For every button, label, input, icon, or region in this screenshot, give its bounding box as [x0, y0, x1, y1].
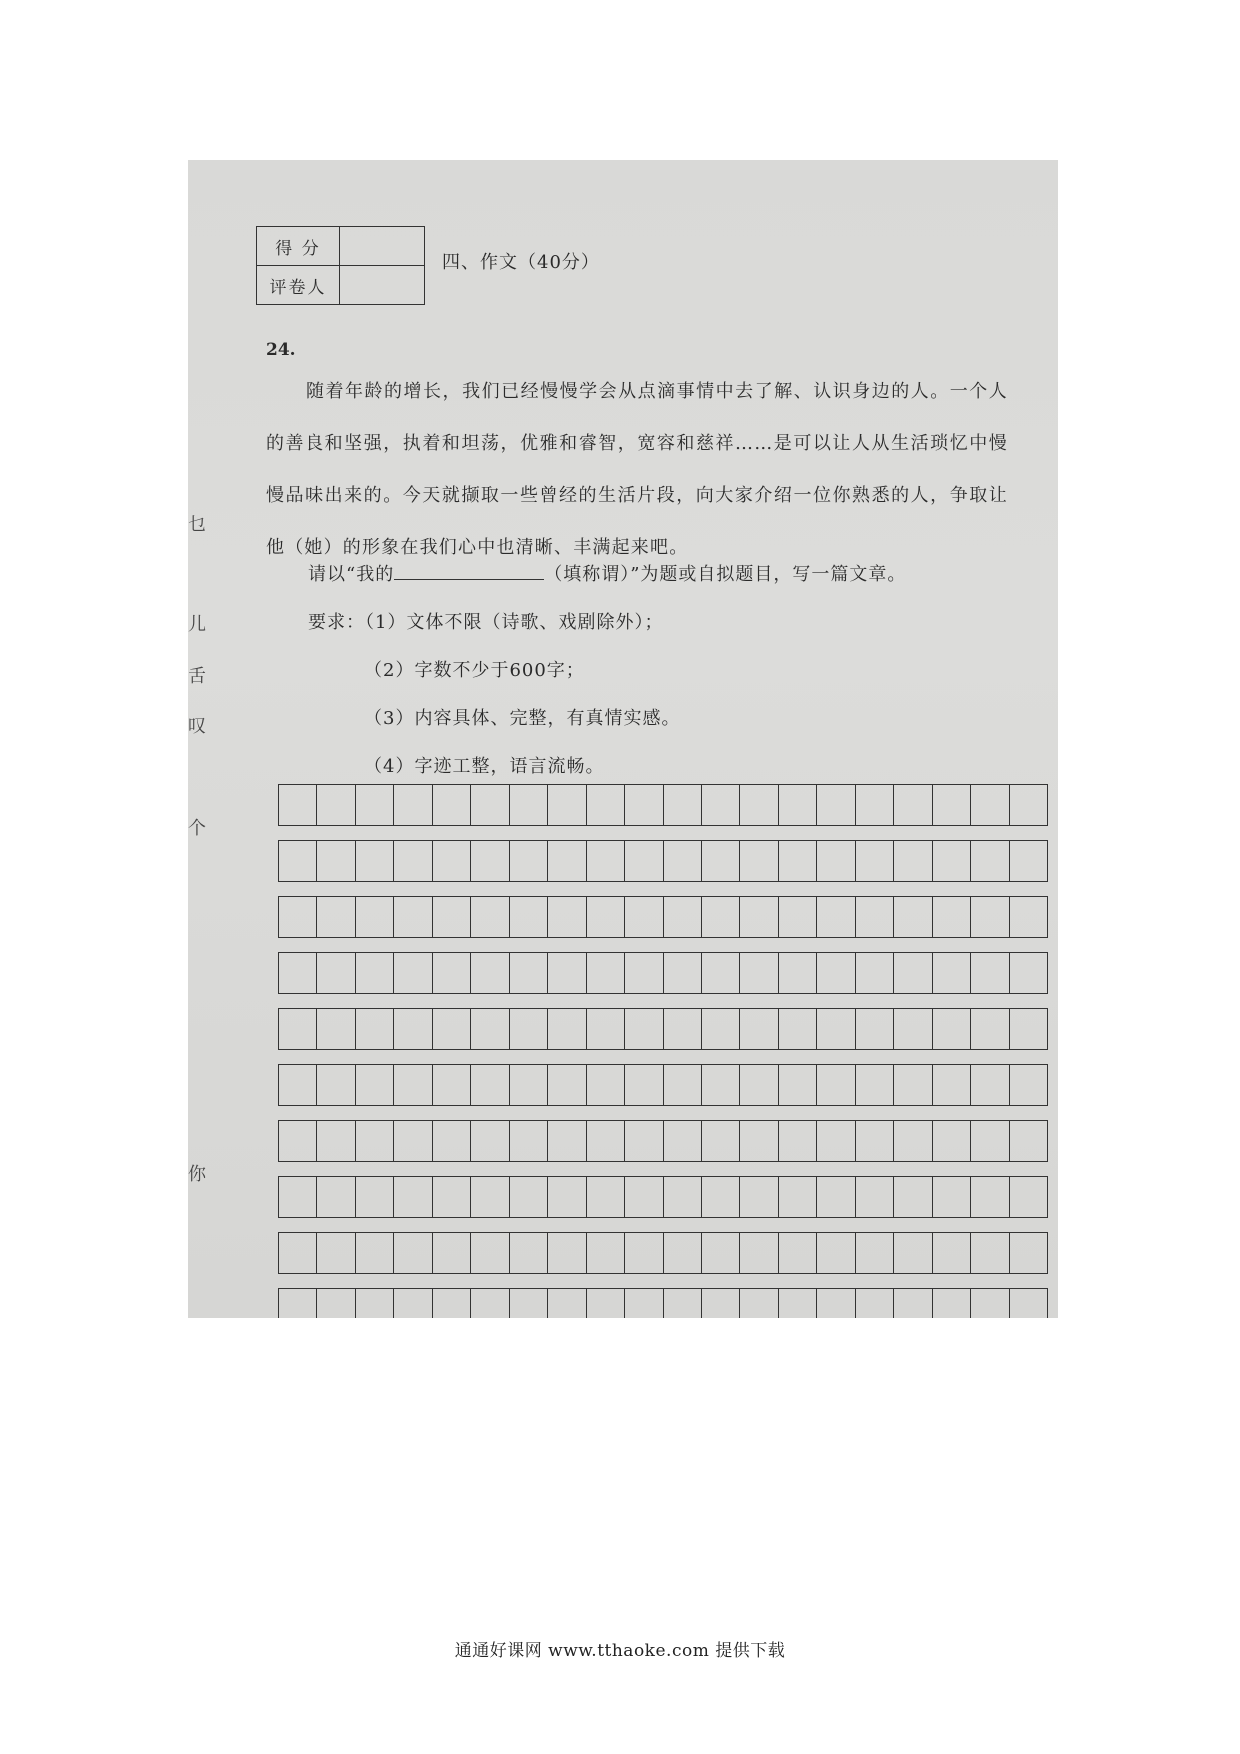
grid-cell	[317, 1065, 355, 1105]
grid-cell	[356, 841, 394, 881]
grid-cell	[1010, 1121, 1047, 1161]
grid-cell	[702, 1177, 740, 1217]
grid-cell	[894, 1233, 932, 1273]
grid-cell	[740, 841, 778, 881]
grid-cell	[856, 1289, 894, 1318]
score-table	[256, 226, 425, 305]
grid-cell	[933, 1065, 971, 1105]
grid-cell	[779, 1289, 817, 1318]
footer-credit: 通通好课网 www.tthaoke.com 提供下载	[454, 1641, 786, 1661]
grid-cell	[625, 841, 663, 881]
grid-cell	[587, 1289, 625, 1318]
grid-cell	[894, 841, 932, 881]
grid-cell	[933, 785, 971, 825]
grid-cell	[317, 1289, 355, 1318]
title-blank	[394, 563, 544, 580]
grid-cell	[356, 1121, 394, 1161]
grid-cell	[394, 1233, 432, 1273]
grid-cell	[625, 1065, 663, 1105]
grid-cell	[317, 785, 355, 825]
grid-cell	[471, 953, 509, 993]
grid-cell	[471, 1177, 509, 1217]
margin-char: 你	[188, 1164, 206, 1185]
grid-cell	[587, 897, 625, 937]
grid-cell	[587, 841, 625, 881]
grid-cell	[471, 1121, 509, 1161]
grid-cell	[471, 1009, 509, 1049]
grid-cell	[625, 785, 663, 825]
title-instruction	[308, 560, 906, 586]
grid-cell	[894, 953, 932, 993]
grid-cell	[894, 1065, 932, 1105]
grid-cell	[433, 1177, 471, 1217]
grid-cell	[1010, 1065, 1047, 1105]
grid-cell	[856, 897, 894, 937]
grid-cell	[394, 1009, 432, 1049]
grid-cell	[587, 785, 625, 825]
grid-cell	[356, 1065, 394, 1105]
grid-cell	[856, 953, 894, 993]
grid-cell	[1010, 785, 1047, 825]
grid-cell	[664, 1121, 702, 1161]
grid-cell	[971, 1233, 1009, 1273]
grid-cell	[894, 785, 932, 825]
grid-cell	[394, 897, 432, 937]
grid-cell	[817, 1121, 855, 1161]
question-number: 24.	[266, 340, 296, 360]
grid-cell	[779, 953, 817, 993]
grid-cell	[664, 841, 702, 881]
grid-cell	[510, 1289, 548, 1318]
grid-cell	[817, 841, 855, 881]
grid-cell	[548, 897, 586, 937]
grid-cell	[856, 785, 894, 825]
grid-cell	[971, 953, 1009, 993]
grid-cell	[394, 785, 432, 825]
grid-cell	[856, 1233, 894, 1273]
grid-cell	[510, 1177, 548, 1217]
grid-cell	[894, 1121, 932, 1161]
grid-cell	[317, 1233, 355, 1273]
grid-cell	[971, 841, 1009, 881]
grid-cell	[471, 785, 509, 825]
grid-cell	[356, 1233, 394, 1273]
grid-cell	[664, 1289, 702, 1318]
grid-cell	[279, 1177, 317, 1217]
grid-cell	[317, 953, 355, 993]
grid-cell	[433, 1009, 471, 1049]
grid-cell	[356, 897, 394, 937]
grid-cell	[1010, 953, 1047, 993]
grid-cell	[471, 1065, 509, 1105]
grid-cell	[779, 897, 817, 937]
grid-cell	[817, 1009, 855, 1049]
grid-cell	[779, 841, 817, 881]
grader-field	[340, 266, 425, 305]
grid-cell	[510, 1121, 548, 1161]
grid-row	[278, 952, 1048, 994]
grid-cell	[740, 785, 778, 825]
grid-cell	[702, 897, 740, 937]
grid-cell	[356, 1289, 394, 1318]
grid-cell	[587, 1177, 625, 1217]
grid-cell	[702, 785, 740, 825]
grid-cell	[702, 1009, 740, 1049]
grid-cell	[587, 1009, 625, 1049]
grid-cell	[740, 1289, 778, 1318]
title-instruction-after: （填称谓）”为题或自拟题目，写一篇文章。	[544, 564, 907, 585]
grid-cell	[471, 841, 509, 881]
grid-row	[278, 896, 1048, 938]
grid-cell	[394, 1065, 432, 1105]
grid-cell	[317, 1121, 355, 1161]
grid-cell	[702, 1233, 740, 1273]
margin-char: 个	[188, 818, 206, 839]
grid-cell	[394, 1289, 432, 1318]
grid-cell	[817, 1065, 855, 1105]
grid-cell	[1010, 1233, 1047, 1273]
grid-cell	[356, 785, 394, 825]
grid-cell	[510, 1233, 548, 1273]
grid-cell	[971, 1121, 1009, 1161]
grid-cell	[510, 953, 548, 993]
margin-char: 乜	[188, 514, 206, 535]
grid-row	[278, 1288, 1048, 1318]
grid-cell	[279, 1009, 317, 1049]
grid-cell	[740, 1009, 778, 1049]
writing-grid	[278, 784, 1048, 1318]
grid-cell	[279, 1289, 317, 1318]
grid-cell	[664, 1009, 702, 1049]
grid-cell	[817, 1233, 855, 1273]
grid-cell	[471, 1289, 509, 1318]
grid-cell	[433, 953, 471, 993]
grid-cell	[625, 1289, 663, 1318]
grid-cell	[664, 785, 702, 825]
grid-cell	[548, 785, 586, 825]
grid-cell	[779, 785, 817, 825]
grid-cell	[702, 1065, 740, 1105]
grid-cell	[971, 1065, 1009, 1105]
grid-cell	[587, 1233, 625, 1273]
grid-cell	[740, 1177, 778, 1217]
grid-cell	[971, 785, 1009, 825]
grid-cell	[279, 953, 317, 993]
grid-cell	[356, 1009, 394, 1049]
grid-cell	[510, 1065, 548, 1105]
grid-cell	[279, 841, 317, 881]
margin-char: 舌	[188, 666, 206, 687]
grid-cell	[394, 1121, 432, 1161]
grid-cell	[587, 1121, 625, 1161]
grid-cell	[548, 1233, 586, 1273]
grid-cell	[1010, 841, 1047, 881]
grid-cell	[1010, 897, 1047, 937]
grid-row	[278, 1008, 1048, 1050]
grid-cell	[548, 841, 586, 881]
grid-cell	[317, 841, 355, 881]
grid-cell	[433, 1289, 471, 1318]
grid-cell	[856, 841, 894, 881]
grid-cell	[779, 1121, 817, 1161]
grid-cell	[471, 1233, 509, 1273]
grid-cell	[933, 1177, 971, 1217]
grid-cell	[279, 785, 317, 825]
grid-cell	[856, 1009, 894, 1049]
scanned-exam-photo	[188, 160, 1058, 1318]
grid-cell	[664, 1177, 702, 1217]
grid-cell	[933, 841, 971, 881]
grid-cell	[971, 1177, 1009, 1217]
grid-cell	[933, 1289, 971, 1318]
requirement-item: （2）字数不少于600字；	[364, 660, 585, 681]
grid-cell	[817, 897, 855, 937]
title-instruction-before: 请以“我的	[308, 564, 395, 585]
requirement-item: （3）内容具体、完整，有真情实感。	[364, 708, 681, 729]
grid-cell	[625, 1009, 663, 1049]
grid-cell	[971, 1009, 1009, 1049]
grid-cell	[625, 897, 663, 937]
score-label: 得 分	[257, 227, 340, 266]
grid-cell	[740, 897, 778, 937]
grid-cell	[548, 1121, 586, 1161]
prompt-paragraph: 随着年龄的增长，我们已经慢慢学会从点滴事情中去了解、认识身边的人。一个人的善良和坚强，执着和坦荡，优雅和睿智，宽容和慈祥……是可以让人从生活琐忆中慢慢品味出来的。今天就撷取一些曾经的生活片段，向大家介绍一位你熟悉的人，争取让他（她）的形象在我们心中也清晰、丰满起来吧。	[266, 381, 1008, 558]
grid-cell	[1010, 1177, 1047, 1217]
grid-cell	[817, 785, 855, 825]
grid-cell	[548, 953, 586, 993]
grid-cell	[702, 953, 740, 993]
grid-cell	[433, 1121, 471, 1161]
grid-cell	[933, 1121, 971, 1161]
grid-cell	[510, 1009, 548, 1049]
grid-cell	[625, 1233, 663, 1273]
grid-cell	[933, 1009, 971, 1049]
grid-cell	[664, 1233, 702, 1273]
grid-cell	[625, 1177, 663, 1217]
section-title: 四、作文（40分）	[442, 252, 600, 273]
grid-cell	[740, 1065, 778, 1105]
grid-cell	[702, 841, 740, 881]
grid-cell	[664, 953, 702, 993]
grid-cell	[664, 1065, 702, 1105]
grid-cell	[817, 1177, 855, 1217]
grid-cell	[510, 841, 548, 881]
grid-row	[278, 1232, 1048, 1274]
grid-cell	[894, 1009, 932, 1049]
grid-cell	[817, 953, 855, 993]
score-field	[340, 227, 425, 266]
grid-cell	[510, 897, 548, 937]
grid-cell	[548, 1009, 586, 1049]
grid-cell	[933, 953, 971, 993]
grid-cell	[740, 1121, 778, 1161]
grid-row	[278, 784, 1048, 826]
grid-cell	[740, 953, 778, 993]
grid-cell	[317, 1177, 355, 1217]
grader-label: 评卷人	[257, 266, 340, 305]
grid-cell	[548, 1289, 586, 1318]
grid-cell	[587, 953, 625, 993]
grid-cell	[625, 1121, 663, 1161]
grid-cell	[279, 1233, 317, 1273]
grid-cell	[894, 897, 932, 937]
grid-cell	[510, 785, 548, 825]
grid-cell	[856, 1177, 894, 1217]
grid-row	[278, 1120, 1048, 1162]
grid-cell	[433, 785, 471, 825]
grid-cell	[433, 1065, 471, 1105]
grid-cell	[856, 1121, 894, 1161]
grid-cell	[317, 897, 355, 937]
grid-row	[278, 840, 1048, 882]
grid-cell	[779, 1009, 817, 1049]
grid-cell	[356, 953, 394, 993]
grid-cell	[471, 897, 509, 937]
grid-cell	[894, 1177, 932, 1217]
grid-cell	[664, 897, 702, 937]
grid-cell	[702, 1121, 740, 1161]
grid-cell	[1010, 1009, 1047, 1049]
grid-cell	[356, 1177, 394, 1217]
grid-cell	[433, 897, 471, 937]
grid-cell	[548, 1177, 586, 1217]
grid-cell	[279, 897, 317, 937]
grid-cell	[779, 1177, 817, 1217]
grid-row	[278, 1176, 1048, 1218]
grid-cell	[740, 1233, 778, 1273]
grid-cell	[779, 1233, 817, 1273]
grid-cell	[817, 1289, 855, 1318]
margin-char: 叹	[188, 716, 206, 737]
grid-row	[278, 1064, 1048, 1106]
grid-cell	[971, 1289, 1009, 1318]
margin-char: 儿	[188, 614, 206, 635]
grid-cell	[394, 1177, 432, 1217]
requirements-lead: 要求：（1）文体不限（诗歌、戏剧除外）；	[308, 612, 664, 633]
grid-cell	[548, 1065, 586, 1105]
requirement-item: （4）字迹工整，语言流畅。	[364, 756, 605, 777]
grid-cell	[587, 1065, 625, 1105]
grid-cell	[933, 1233, 971, 1273]
grid-cell	[394, 953, 432, 993]
grid-cell	[702, 1289, 740, 1318]
grid-cell	[971, 897, 1009, 937]
grid-cell	[779, 1065, 817, 1105]
grid-cell	[856, 1065, 894, 1105]
grid-cell	[894, 1289, 932, 1318]
grid-cell	[317, 1009, 355, 1049]
grid-cell	[279, 1121, 317, 1161]
grid-cell	[933, 897, 971, 937]
grid-cell	[433, 841, 471, 881]
grid-cell	[433, 1233, 471, 1273]
grid-cell	[394, 841, 432, 881]
grid-cell	[1010, 1289, 1047, 1318]
grid-cell	[279, 1065, 317, 1105]
grid-cell	[625, 953, 663, 993]
